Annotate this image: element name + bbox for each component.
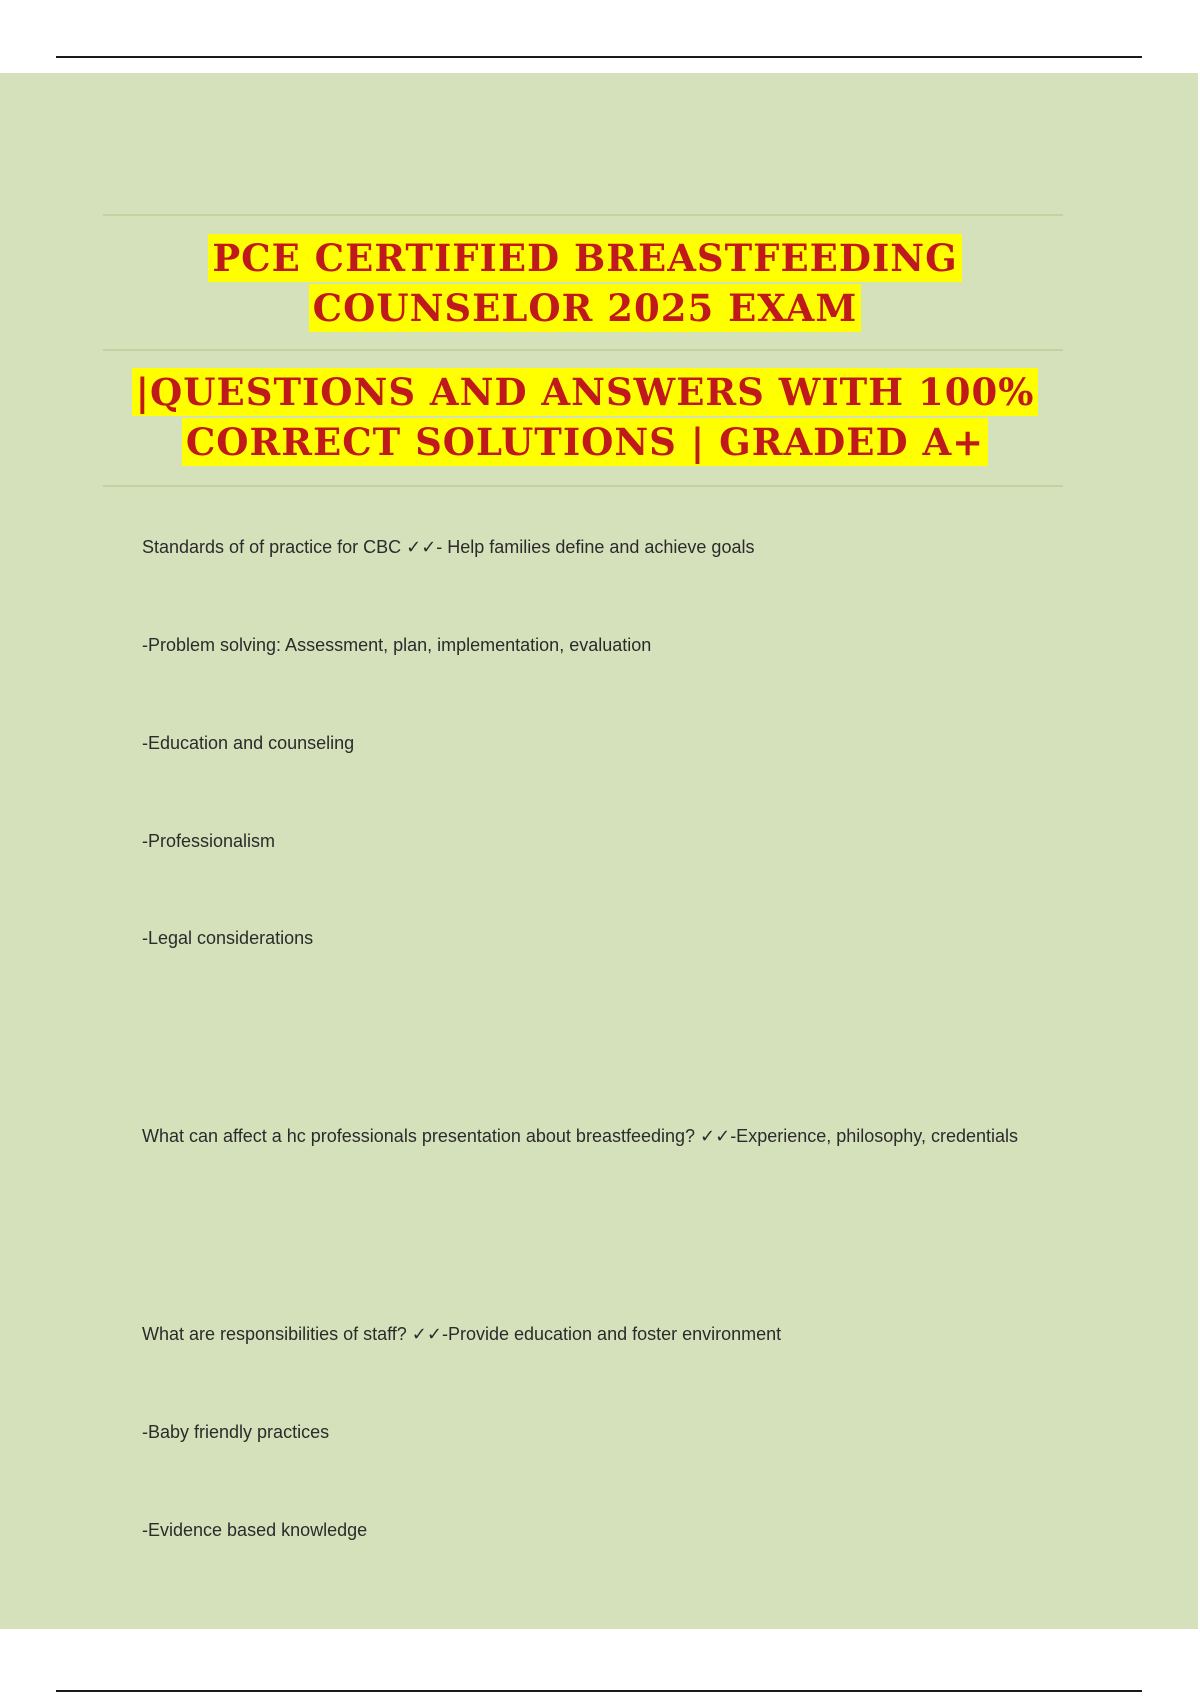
- top-rule: [56, 56, 1142, 58]
- title-line-1: PCE CERTIFIED BREASTFEEDING: [208, 234, 961, 282]
- qa-entry: Standards of of practice for CBC ✓✓- Help families define and achieve goals: [142, 537, 755, 557]
- subtitle-line-1: |QUESTIONS AND ANSWERS WITH 100%: [132, 368, 1039, 416]
- document-title: [80, 233, 1090, 333]
- qa-entry: -Education and counseling: [142, 733, 355, 753]
- subtitle-line-2: CORRECT SOLUTIONS | GRADED A+: [182, 418, 988, 466]
- qa-entry: -Professionalism: [142, 831, 276, 851]
- bottom-rule: [56, 1690, 1142, 1692]
- title-line-2: COUNSELOR 2025 EXAM: [309, 284, 862, 332]
- divider-line: [103, 214, 1063, 216]
- qa-entry: What can affect a hc professionals presentation about breastfeeding? ✓✓-Experience, philosophy, credentials: [142, 1126, 1019, 1146]
- divider-line: [103, 349, 1063, 351]
- qa-entry: -Evidence based knowledge: [142, 1520, 368, 1540]
- qa-entry: What are responsibilities of staff? ✓✓-Provide education and foster environment: [142, 1324, 782, 1344]
- qa-entry: -Baby friendly practices: [142, 1422, 330, 1442]
- qa-entry: -Legal considerations: [142, 928, 314, 948]
- qa-entry: -Problem solving: Assessment, plan, implementation, evaluation: [142, 635, 652, 655]
- divider-line: [103, 485, 1063, 487]
- document-page: [0, 73, 1198, 1629]
- document-subtitle: [80, 367, 1090, 467]
